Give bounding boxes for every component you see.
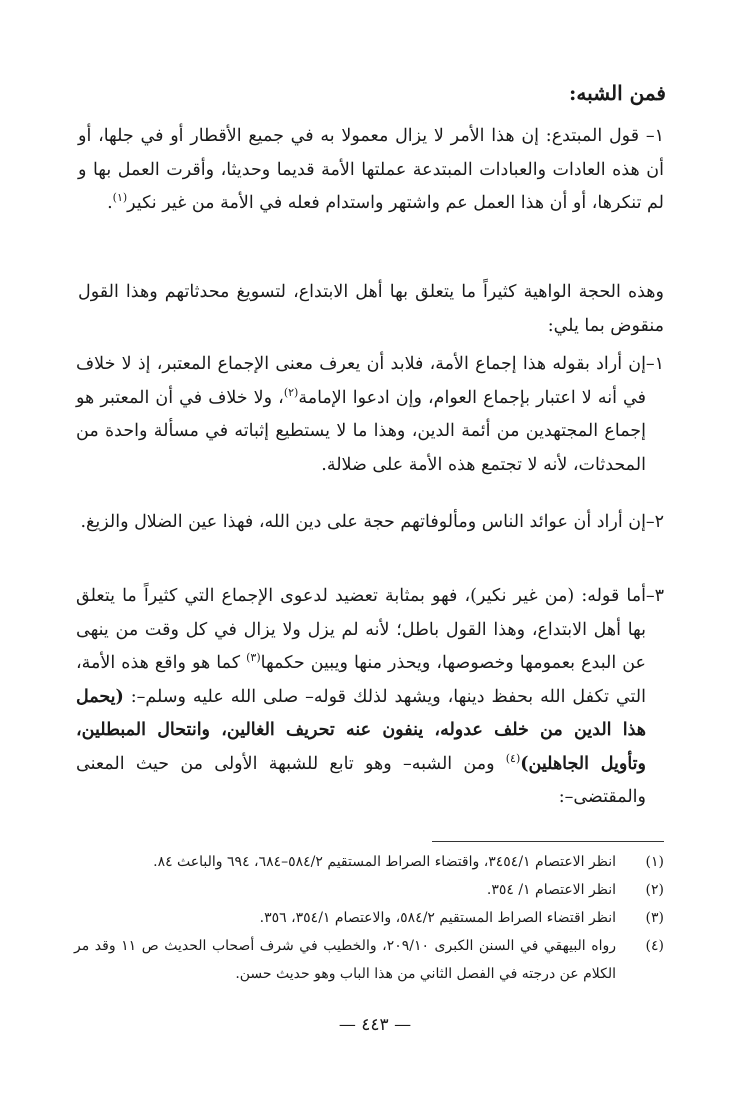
footnote-text: انظر اقتضاء الصراط المستقيم ٥٨٤/٢، والاعتصام ٣٥٤/١، ٣٥٦. — [259, 910, 616, 926]
footnote-ref-4: (٤) — [505, 751, 521, 765]
list-item-text: أما قوله: (من غير نكير)، فهو بمثابة تعضيد لدعوى الإجماع التي كثيراً ما يتعلق بها أهل الابتداع، وهذا القول باطل؛ لأنه لم يزل ولا يزال في كل وقت من ينهى عن البدع بعمومها وخصوصها، ويحذر منها ويبين حكمها — [76, 586, 646, 673]
list-item-text-cont: ، ولا خلاف في أن المعتبر هو إجماع المجتهدين من أئمة الدين، وهذا ما لا يستطيع إثباته في مسألة واحدة من المحدثات، لأنه لا تجتمع هذه الأمة على ضلالة. — [76, 387, 646, 475]
list-item-number: ٢– — [645, 512, 664, 532]
footnote-3 — [74, 904, 664, 932]
footnote-number: (٢) — [645, 882, 664, 898]
footnote-text: رواه البيهقي في السنن الكبرى ٢٠٩/١٠، والخطيب في شرف أصحاب الحديث ص ١١ وقد مر الكلام عن درجته في الفصل الثاني من هذا الباب وهو حديث حسن. — [74, 938, 616, 982]
footnote-ref-3: (٣) — [246, 651, 261, 665]
footnote-number: (١) — [645, 854, 664, 870]
footnote-divider — [432, 841, 664, 842]
footnote-2 — [74, 876, 664, 904]
paragraph-2: وهذه الحجة الواهية كثيراً ما يتعلق بها أهل الابتداع، لتسويغ محدثاتهم وهذا القول منقوض بما يلي: — [78, 282, 664, 336]
paragraph-1-end: . — [107, 193, 113, 213]
paragraph-1 — [78, 120, 664, 221]
footnote-ref-1: (١) — [112, 191, 128, 205]
footnote-text: انظر الاعتصام ٣٤٥٤/١، واقتضاء الصراط المستقيم ٥٨٤/٢–٦٨٤، ٦٩٤ والباعث ٨٤. — [153, 854, 616, 870]
list-item-text: إن أراد بقوله هذا إجماع الأمة، فلابد أن يعرف معنى الإجماع المعتبر، إذ لا خلاف في أنه لا اعتبار بإجماع العوام، وإن ادعوا الإمامة — [76, 354, 646, 408]
list-item-3 — [76, 580, 664, 815]
list-item-text-cont: كما هو واقع هذه الأمة، التي تكفل الله بحفظ دينها، ويشهد لذلك قوله– صلى الله عليه وسلم–: — [76, 653, 646, 707]
list-item-number: ٣– — [645, 586, 664, 606]
list-item-1 — [76, 348, 664, 482]
footnote-number: (٣) — [645, 910, 664, 926]
list-item-number: ١– — [645, 354, 664, 374]
list-item-text: إن أراد أن عوائد الناس ومألوفاتهم حجة على دين الله، فهذا عين الضلال والزيغ. — [80, 512, 646, 532]
footnote-ref-2: (٢) — [283, 385, 299, 399]
footnote-4 — [74, 932, 664, 988]
list-item-2 — [76, 506, 664, 540]
page-number: — ٤٤٣ — — [338, 1015, 412, 1035]
footnote-1 — [74, 848, 664, 876]
footnote-text: انظر الاعتصام ١/ ٣٥٤. — [486, 882, 616, 898]
hadith-quote: (يحمل هذا الدين من خلف عدوله، ينفون عنه تحريف الغالين، وانتحال المبطلين، وتأويل الجاهلين) — [76, 686, 646, 774]
paragraph-1-text: ١– قول المبتدع: إن هذا الأمر لا يزال معمولا به في جميع الأقطار أو في جلها، أو أن هذه العادات والعبادات المبتدعة عملتها الأمة قديما وحديثا، وأقرت العمل بها و لم تنكرها، أو أن هذا العمل عم واشتهر واستدام فعله في الأمة من غير نكير — [78, 126, 664, 213]
footnote-number: (٤) — [645, 938, 664, 954]
section-heading: فمن الشبه: — [569, 81, 666, 105]
list-item-text-end: ومن الشبه– وهو تابع للشبهة الأولى من حيث المعنى والمقتضى–: — [76, 753, 646, 807]
